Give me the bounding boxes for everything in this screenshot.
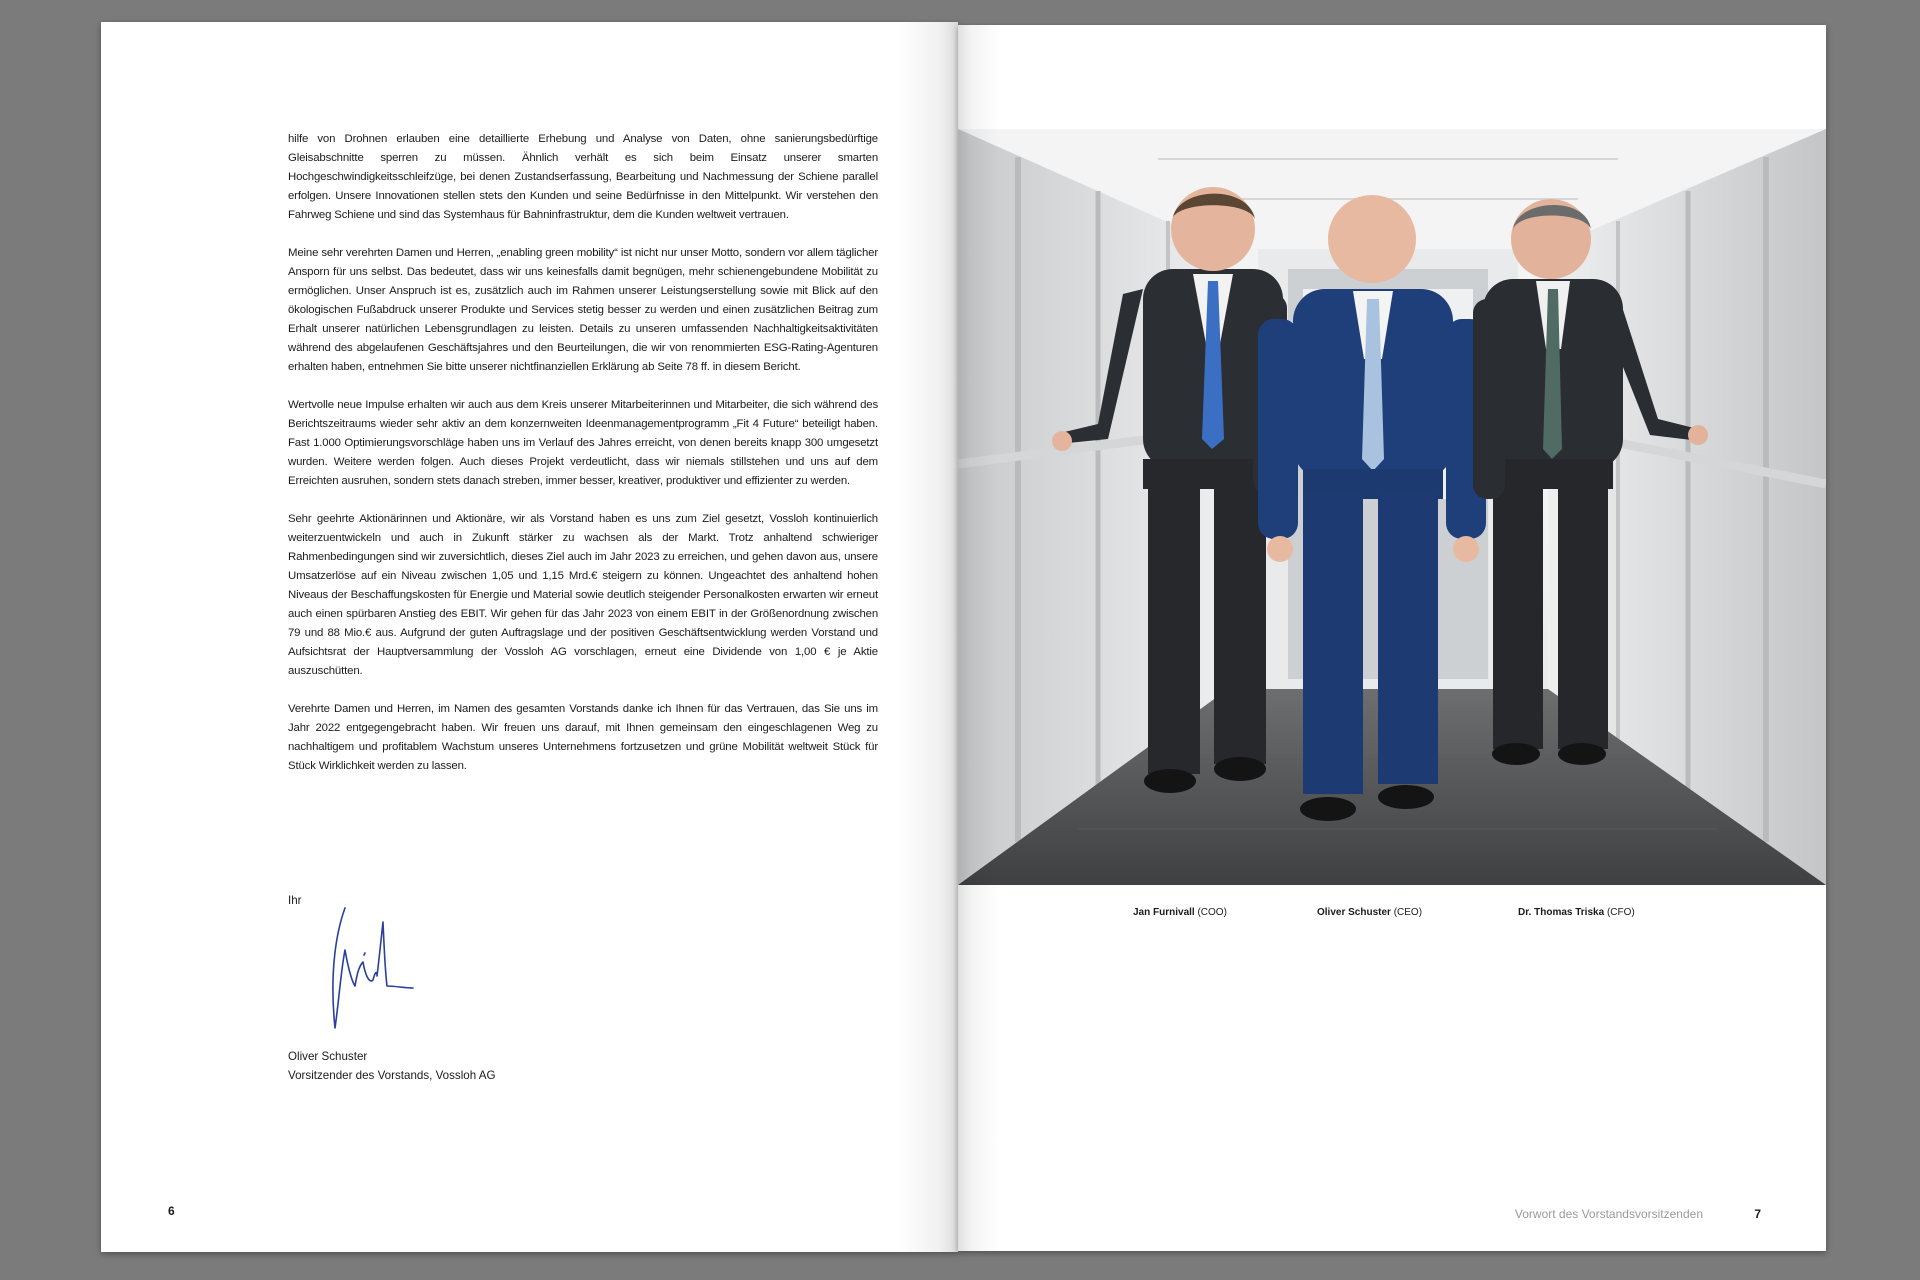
caption-ceo-role: (CEO) [1393, 907, 1423, 918]
signer-title: Vorsitzender des Vorstands, Vossloh AG [288, 1069, 496, 1082]
paragraph-3: Wertvolle neue Impulse erhalten wir auch aus dem Kreis unserer Mitarbeiterinnen und Mitarbeiter, die sich während des Berichtszeitraums wieder sehr aktiv an dem konzernweiten Ideenmanagementprogramm „Fit 4 Future“ beteiligt haben. Fast 1.000 Optimierungsvorschläge haben uns im Verlauf des Jahres erreicht, von denen bereits knapp 300 umgesetzt wurden. Weitere werden folgen. Auch dieses Projekt verdeutlicht, dass wir niemals stillstehen und uns auf dem Erreichten ausruhen, sondern stets danach streben, immer besser, kreativer, produktiver und effizienter zu werden. [288, 399, 878, 487]
paragraph-2: Meine sehr verehrten Damen und Herren, „enabling green mobility“ ist nicht nur unser Motto, sondern vor allem täglicher Ansporn für uns selbst. Das bedeutet, dass wir uns keinesfalls damit begnügen, mehr schienengebundene Mobilität zu ermöglichen. Unser Anspruch ist es, zusätzlich auch im Rahmen unserer Leistungserstellung sowie mit Blick auf den ökologischen Fußabdruck unserer Produkte und Services stetig besser zu werden und einen zusätzlichen Beitrag zum Erhalt unserer natürlichen Lebensgrundlagen zu leisten. Details zu unseren umfassenden Nachhaltigkeitsaktivitäten während des abgelaufenen Geschäftsjahres und den Beurteilungen, die wir von renommierten ESG-Rating-Agenturen erhalten haben, entnehmen Sie bitte unserer nichtfinanziellen Erklärung ab Seite 78 ff. in diesem Bericht. [288, 247, 878, 373]
caption-ceo [1317, 907, 1422, 918]
caption-cfo-name: Dr. Thomas Triska [1518, 907, 1605, 918]
executive-board-photo [958, 129, 1826, 885]
running-title: Vorwort des Vorstandsvorsitzenden [1514, 1207, 1703, 1221]
handwritten-signature [315, 900, 415, 1045]
caption-cfo-role: (CFO) [1606, 907, 1635, 918]
caption-ceo-name: Oliver Schuster [1317, 907, 1391, 918]
paragraph-4: Sehr geehrte Aktionärinnen und Aktionäre, wir als Vorstand haben es uns zum Ziel gesetzt, Vossloh kontinuierlich weiterzuentwickeln und auch in Zukunft stärker zu wachsen als der Markt. Trotz anhaltend schwieriger Rahmenbedingungen sind wir zuversichtlich, dieses Ziel auch im Jahr 2023 zu erreichen, und gehen davon aus, unsere Umsatzerlöse auf ein Niveau zwischen 1,05 und 1,15 Mrd.€ steigern zu können. Ungeachtet des anhaltend hohen Niveaus der Beschaffungskosten für Energie und Material sowie deutlich steigender Personalkosten erwarten wir erneut auch einen spürbaren Anstieg des EBIT. Wir gehen für das Jahr 2023 von einem EBIT in der Größenordnung zwischen 79 und 88 Mio.€ aus. Aufgrund der guten Auftragslage und der positiven Geschäftsentwicklung werden Vorstand und Aufsichtsrat der Hauptversammlung der Vossloh AG vorschlagen, erneut eine Dividende von 1,00 € je Aktie auszuschütten. [288, 513, 878, 677]
paragraph-1: hilfe von Drohnen erlauben eine detaillierte Erhebung und Analyse von Daten, ohne sanierungsbedürftige Gleisabschnitte sperren zu müssen. Ähnlich verhält es sich beim Einsatz unserer smarten Hochgeschwindigkeitsschleifzüge, bei denen Zustandserfassung, Bearbeitung und Nachmessung der Schiene parallel erfolgen. Unsere Innovationen stellen stets den Kunden und seine Bedürfnisse in den Mittelpunkt. Wir verstehen den Fahrweg Schiene und sind das Systemhaus für Bahninfrastruktur, dem die Kunden weltweit vertrauen. [288, 133, 878, 221]
signer-block [288, 1047, 496, 1085]
caption-coo-name: Jan Furnivall [1133, 907, 1195, 918]
right-page [958, 25, 1826, 1251]
caption-coo-role: (COO) [1197, 907, 1227, 918]
signer-name: Oliver Schuster [288, 1050, 368, 1063]
closing-word: Ihr [288, 894, 302, 907]
caption-coo [1133, 907, 1227, 918]
page-number-right: 7 [1754, 1207, 1761, 1221]
page-number-left: 6 [168, 1204, 175, 1218]
letter-body [288, 130, 878, 795]
paragraph-5: Verehrte Damen und Herren, im Namen des gesamten Vorstands danke ich Ihnen für das Vertrauen, das Sie uns im Jahr 2022 entgegengebracht haben. Wir freuen uns darauf, mit Ihnen gemeinsam den eingeschlagenen Weg zu nachhaltigem und profitablem Wachstum unseres Unternehmens fortzusetzen und grüne Mobilität weltweit Stück für Stück Wirklichkeit werden zu lassen. [288, 703, 878, 772]
left-page [101, 22, 958, 1252]
caption-cfo [1518, 907, 1635, 918]
